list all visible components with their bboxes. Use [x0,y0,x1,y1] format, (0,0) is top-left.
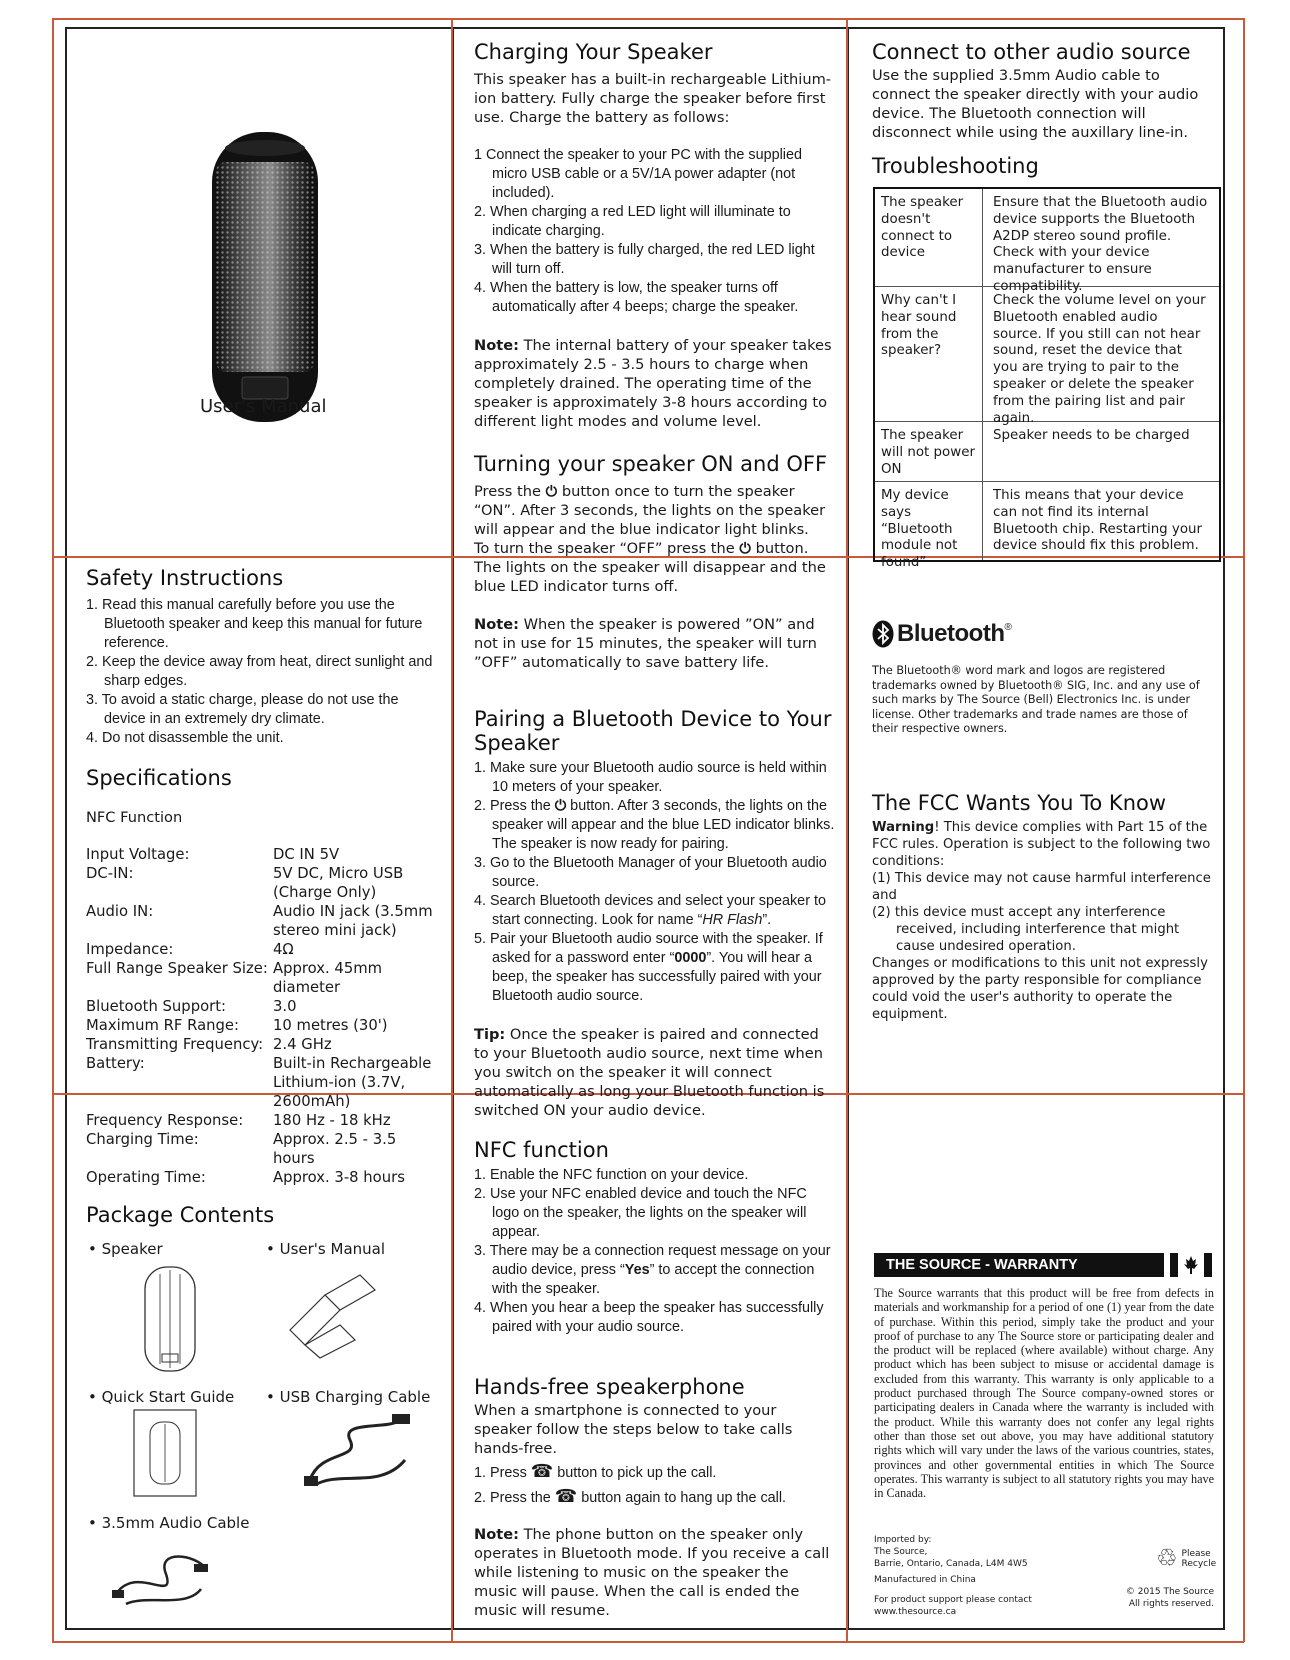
power-icon: ⏻ [739,540,751,557]
fcc-warning [872,819,1217,870]
tip-text: Once the speaker is paired and connected to your Bluetooth audio source, next time when you switch on the speaker it will connect automatically as long your Bluetooth function is switched ON your audio device. [474,1026,825,1119]
spec-key: Transmitting Frequency: [86,1036,264,1053]
spec-key: Full Range Speaker Size: [86,960,268,977]
spec-key: Battery: [86,1055,145,1072]
pairing-steps [474,759,836,1006]
list-item: 3. To avoid a static charge, please do not use the device in an extremely dry climate. [86,692,399,727]
text-span: button again to hang up the call. [577,1490,787,1506]
specs-section [86,766,441,1187]
spec-row [86,1035,441,1054]
importer-name: The Source, [874,1547,928,1557]
aux-heading: Connect to other audio source [872,40,1191,64]
list-item: 1. Read this manual carefully before you use the Bluetooth speaker and keep this manual for future reference. [86,597,423,651]
text-span: ”. You will hear a beep, the speaker has successfully paired with your Bluetooth audio source. [492,950,822,1004]
imported-by-label: Imported by: [874,1535,932,1545]
warranty-text: The Source warrants that this product will be free from defects in materials and workmanship for a period of one (1) year from the date of purchase. Within this period, simply take the product and your proof of purchase to any The Source store or participating dealer and the product will be replaced (where available) without charge. Any product which has been subject to misuse or accidental damage is excluded from this warranty. This warranty is only applicable to a product purchased through The Source company-owned stores or participating dealers in Canada where the warranty is included with the product. While this warranty does not confer any legal rights other than those set out above, you may have additional statutory rights which will vary under the laws of the various countries, states, provinces and other governmental entities in which The Source operates. This warranty is subject to all statutory rights you may have in Canada. [874,1286,1214,1501]
spec-value: DC IN 5V [273,846,340,863]
text-span: ” to accept the connection with the speaker. [492,1262,815,1297]
password-code: 0000 [674,950,707,966]
recycle-icon: ♲ [1156,1545,1178,1572]
fold-line [451,18,453,1642]
spec-key: DC-IN: [86,865,134,882]
list-item: 4. When you hear a beep the speaker has successfully paired with your audio source. [474,1300,824,1335]
handsfree-intro: When a smartphone is connected to your speaker follow the steps below to take calls hands-free. [474,1402,793,1457]
text-span: 5. Pair your Bluetooth audio source with the speaker. If asked for a password enter “ [474,931,823,966]
troubleshooting-heading: Troubleshooting [872,154,1039,178]
fold-line [846,18,848,1642]
text-span: button. After 3 seconds, the lights on the speaker will appear and the blue LED indicator blinks. The speaker is now ready for pairing. [492,798,835,852]
copyright-text: © 2015 The Source [1125,1587,1214,1597]
nfc-function-label: NFC Function [86,809,183,826]
text-span: 2. Press the [474,798,555,814]
speaker-line-drawing [140,1264,200,1374]
safety-section [86,566,436,748]
aux-section [872,40,1217,142]
bluetooth-logo [872,620,1012,648]
troubleshooting-table [873,187,1221,571]
recycle-label: Please Recycle [1181,1548,1217,1569]
warning-label: Warning [872,820,935,835]
text-span: button once to turn the speaker “ON”. After 3 seconds, the lights on the speaker will appear and the blue indicator light blinks. [474,483,826,538]
support-text: For product support please contact [874,1595,1032,1605]
spec-value: Approx. 3-8 hours [273,1169,405,1186]
spec-value: Approx. 45mm diameter [273,960,383,996]
fcc-changes: Changes or modifications to this unit not expressly approved by the party responsible for compliance could void the user's authority to operate the equipment. [872,956,1208,1022]
list-item: 3. Go to the Bluetooth Manager of your Bluetooth audio source. [474,855,827,890]
spec-row [86,959,441,997]
aux-text: Use the supplied 3.5mm Audio cable to connect the speaker directly with your audio device. The Bluetooth connection will disconnect while using the auxillary line-in. [872,67,1199,141]
power-icon: ⏻ [545,483,558,500]
nfc-heading: NFC function [474,1138,609,1162]
charging-heading: Charging Your Speaker [474,40,713,64]
package-item: • 3.5mm Audio Cable [88,1514,250,1532]
note-text: The phone button on the speaker only operates in Bluetooth mode. If you receive a call while listening to music on the speaker the music will pause. When the call is ended the music will resume. [474,1526,830,1619]
bluetooth-trademark-text: The Bluetooth® word mark and logos are registered trademarks owned by Bluetooth® SIG, Inc. and any use of such marks by The Source (Bell) Electronics Inc. is under license. Other trademarks and trade names are those of their respective owners. [872,664,1200,736]
problem-cell: Why can't I hear sound from the speaker? [875,287,983,421]
fcc-heading: The FCC Wants You To Know [872,791,1167,815]
tip-label: Tip: [474,1026,506,1043]
spec-row [86,1168,441,1187]
text-span: ”. [762,912,772,928]
note-label: Note: [474,337,519,354]
fcc-condition: (1) This device may not cause harmful interference and [872,871,1211,903]
package-heading: Package Contents [86,1203,275,1227]
pairing-section [474,707,836,1120]
problem-cell: My device says “Bluetooth module not found” [875,482,983,560]
package-item: • Quick Start Guide [88,1388,235,1406]
spec-value: 180 Hz - 18 kHz [273,1112,391,1129]
safety-list [86,596,436,748]
nfc-steps [474,1166,836,1337]
text-span: ! This device complies with Part 15 of the FCC rules. Operation is subject to the following two conditions: [872,820,1211,869]
quick-start-guide-drawing [132,1408,198,1498]
cover-title: User's Manual [200,396,327,417]
audio-cable-drawing [106,1534,216,1614]
power-off-text [474,539,834,596]
spec-row [86,864,441,902]
power-section [474,452,834,672]
charging-steps [474,146,834,317]
list-item [474,930,836,1006]
power-on-text [474,482,834,539]
text-span: button to pick up the call. [553,1465,717,1481]
text-span: To turn the speaker “OFF” press the [474,540,740,557]
table-row [875,189,1219,294]
warranty-heading: THE SOURCE - WARRANTY [874,1253,1164,1277]
registered-mark-icon: ® [1004,622,1012,633]
spec-row [86,902,441,940]
solution-cell: Check the volume level on your Bluetooth enabled audio source. If you still can not hear sound, reset the device that you are trying to pair to the speaker or delete the speaker from the pairing list and pair again. [993,293,1206,426]
solution-cell: Ensure that the Bluetooth audio device supports the Bluetooth A2DP stereo sound profile. Check with your device manufacturer to ensure compatibility. [993,195,1208,294]
fold-line [52,1641,1244,1643]
canada-flag-icon [1170,1253,1212,1277]
phone-icon: ☎ [530,1461,554,1481]
list-item [474,1487,836,1508]
spec-row [86,1016,441,1035]
rights-text: All rights reserved. [1128,1599,1214,1609]
solution-cell: Speaker needs to be charged [993,428,1190,443]
spec-value: 2.4 GHz [273,1036,332,1053]
package-item: • User's Manual [266,1240,386,1258]
copyright-block [1100,1586,1214,1610]
power-heading: Turning your speaker ON and OFF [474,452,828,476]
importer-info [874,1534,1094,1618]
bluetooth-icon [872,620,894,648]
table-row [875,482,1219,571]
table-row [875,287,1219,426]
fold-line [1243,18,1245,1642]
spec-value: 4Ω [273,941,294,958]
text-span: button. The lights on the speaker will disappear and the blue LED indicator turns off. [474,540,826,595]
handsfree-steps [474,1462,836,1508]
spec-key: Impedance: [86,941,174,958]
pairing-heading: Pairing a Bluetooth Device to Your Speaker [474,707,832,755]
power-note [474,615,834,672]
list-item: 4. Do not disassemble the unit. [86,730,284,746]
usb-cable-drawing [300,1410,420,1495]
phone-icon: ☎ [554,1486,578,1506]
text-span: 1. Press [474,1465,531,1481]
charging-note [474,336,834,431]
manufactured-in: Manufactured in China [874,1575,976,1585]
solution-cell: This means that your device can not find its internal Bluetooth chip. Restarting your device should fix this problem. [993,488,1203,554]
fold-line [52,18,1244,20]
charging-intro: This speaker has a built-in rechargeable Lithium-ion battery. Fully charge the speaker before first use. Charge the battery as follows: [474,71,832,126]
bluetooth-wordmark: Bluetooth [897,620,1005,647]
yes-label: Yes [624,1262,650,1278]
device-name: HR Flash [702,912,763,928]
list-item: 3. When the battery is fully charged, the red LED light will turn off. [474,242,815,277]
speaker-product-image [200,130,330,430]
handsfree-heading: Hands-free speakerphone [474,1375,745,1399]
note-text: The internal battery of your speaker takes approximately 2.5 - 3.5 hours to charge when completely drained. The operating time of the speaker is approximately 3-8 hours according to different light modes and volume level. [474,337,832,430]
spec-key: Bluetooth Support: [86,998,227,1015]
package-item: • USB Charging Cable [266,1388,431,1406]
safety-heading: Safety Instructions [86,566,284,590]
list-item: 1. Enable the NFC function on your device. [474,1167,749,1183]
pairing-tip [474,1025,836,1120]
table-row [875,422,1219,482]
list-item [474,1462,836,1483]
charging-section [474,40,834,431]
spec-row [86,1130,441,1168]
spec-key: Frequency Response: [86,1112,244,1129]
text-span: 4. Search Bluetooth devices and select your speaker to start connecting. Look for name “ [474,893,826,928]
spec-value: 5V DC, Micro USB (Charge Only) [273,865,404,901]
spec-value: 3.0 [273,998,297,1015]
fcc-section [872,791,1217,1023]
spec-row [86,997,441,1016]
spec-key: Operating Time: [86,1169,206,1186]
note-label: Note: [474,1526,519,1543]
text-span: 2. Press the [474,1490,555,1506]
fcc-condition: (2) this device must accept any interference received, including interference that might cause undesired operation. [872,905,1180,954]
spec-value: Built-in Rechargeable Lithium-ion (3.7V, 2600mAh) [273,1055,432,1110]
list-item: 2. Keep the device away from heat, direct sunlight and sharp edges. [86,654,433,689]
list-item [474,1242,836,1299]
text-span: 3. There may be a connection request message on your audio device, press “ [474,1243,831,1278]
list-item [474,797,836,854]
nfc-section [474,1138,836,1337]
list-item [474,892,836,930]
note-label: Note: [474,616,519,633]
handsfree-note [474,1525,836,1620]
recycle-badge [1156,1544,1216,1573]
spec-row [86,1054,441,1111]
note-text: When the speaker is powered ”ON” and not in use for 15 minutes, the speaker will turn ”OFF” automatically to save battery life. [474,616,817,671]
spec-row [86,1111,441,1130]
specs-heading: Specifications [86,766,232,790]
spec-key: Input Voltage: [86,846,190,863]
list-item: 1. Make sure your Bluetooth audio source is held within 10 meters of your speaker. [474,760,827,795]
problem-cell: The speaker will not power ON [875,422,983,481]
problem-cell: The speaker doesn't connect to device [875,189,983,286]
spec-row [86,845,441,864]
spec-row [86,940,441,959]
manual-line-drawing [285,1270,385,1360]
spec-value: Approx. 2.5 - 3.5 hours [273,1131,397,1167]
handsfree-section [474,1375,836,1620]
text-span: Press the [474,483,546,500]
package-item: • Speaker [88,1240,163,1258]
fold-line [52,18,54,1642]
importer-address: Barrie, Ontario, Canada, L4M 4W5 [874,1559,1028,1569]
list-item: 2. When charging a red LED light will illuminate to indicate charging. [474,204,791,239]
list-item: 1 Connect the speaker to your PC with the supplied micro USB cable or a 5V/1A power adapter (not included). [474,147,802,201]
list-item: 2. Use your NFC enabled device and touch the NFC logo on the speaker, the lights on the speaker will appear. [474,1186,807,1240]
spec-key: Maximum RF Range: [86,1017,239,1034]
spec-key: Audio IN: [86,903,154,920]
spec-value: Audio IN jack (3.5mm stereo mini jack) [273,903,433,939]
spec-key: Charging Time: [86,1131,199,1148]
spec-value: 10 metres (30') [273,1017,388,1034]
power-icon: ⏻ [554,798,567,814]
support-url[interactable]: www.thesource.ca [874,1607,957,1617]
specs-table [86,845,441,1187]
list-item: 4. When the battery is low, the speaker turns off automatically after 4 beeps; charge the speaker. [474,280,799,315]
